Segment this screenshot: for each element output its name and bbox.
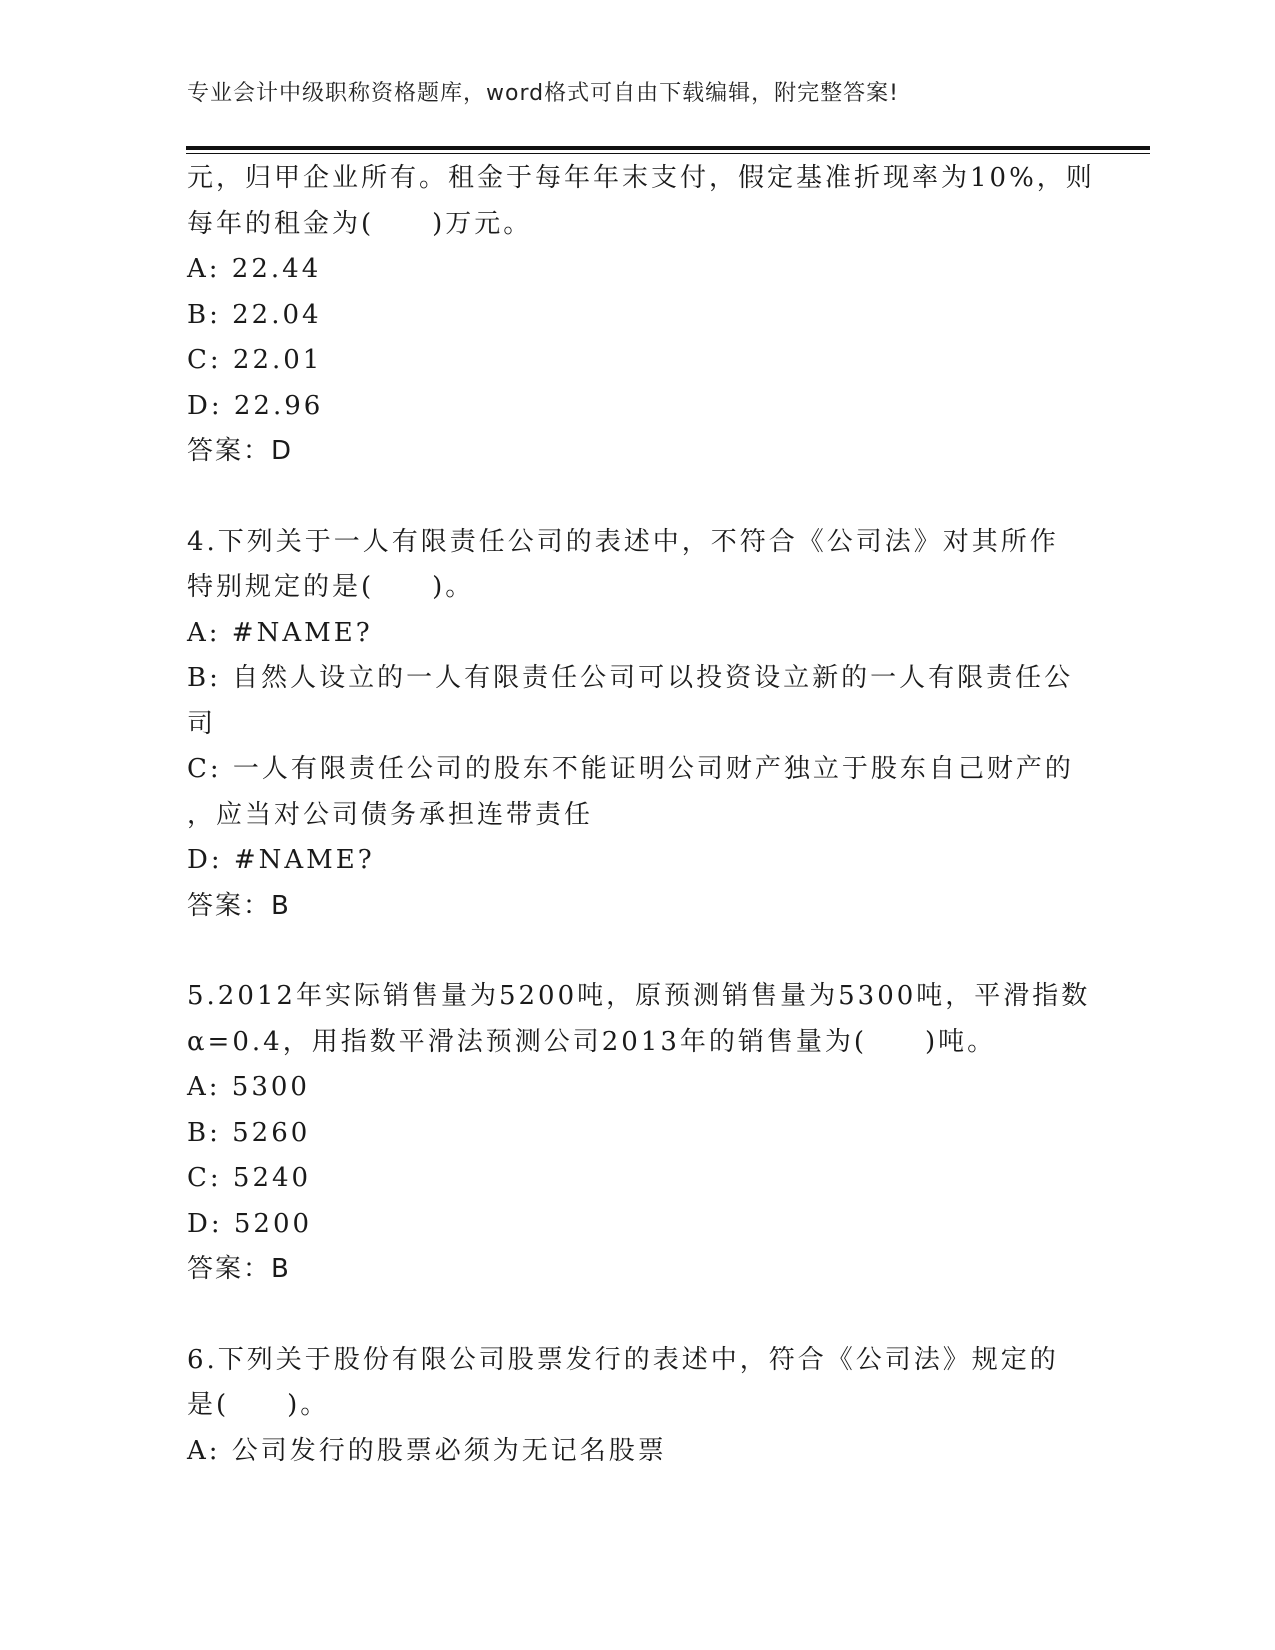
- document-body: [187, 156, 1095, 1474]
- question-4-option-c-line-1: C: 一人有限责任公司的股东不能证明公司财产独立于股东自己财产的: [187, 754, 1074, 784]
- page-header: 专业会计中级职称资格题库，word格式可自由下载编辑，附完整答案!: [187, 81, 899, 106]
- question-3-option-b: B: 22.04: [187, 299, 322, 330]
- question-3-stem-line-1: 元，归甲企业所有。租金于每年年末支付，假定基准折现率为10%，则: [187, 163, 1095, 193]
- question-5: [187, 974, 1091, 1293]
- question-6-stem-line-2: 是( )。: [187, 1390, 330, 1420]
- header-rule: [186, 146, 1150, 150]
- question-5-answer: 答案：B: [187, 1254, 291, 1284]
- question-4-option-b-line-1: B: 自然人设立的一人有限责任公司可以投资设立新的一人有限责任公: [187, 663, 1074, 693]
- question-3-option-a: A: 22.44: [187, 254, 322, 284]
- spacer: [187, 929, 1087, 974]
- question-4-stem-line-1: 4.下列关于一人有限责任公司的表述中，不符合《公司法》对其所作: [187, 526, 1059, 557]
- question-4-stem-line-2: 特别规定的是( )。: [187, 572, 475, 602]
- question-5-stem-line-1: 5.2012年实际销售量为5200吨，原预测销售量为5300吨，平滑指数: [187, 981, 1091, 1011]
- question-6: [187, 1338, 1087, 1475]
- question-5-option-d: D: 5200: [187, 1208, 313, 1239]
- question-6-stem-line-1: 6.下列关于股份有限公司股票发行的表述中，符合《公司法》规定的: [187, 1344, 1059, 1375]
- question-3-answer: 答案：D: [187, 436, 294, 466]
- spacer: [187, 1293, 1087, 1338]
- question-5-option-a: A: 5300: [187, 1072, 310, 1102]
- question-4-option-c-line-2: ，应当对公司债务承担连带责任: [187, 799, 594, 830]
- question-5-option-b: B: 5260: [187, 1117, 311, 1148]
- question-6-option-a: A: 公司发行的股票必须为无记名股票: [187, 1435, 667, 1466]
- question-4-option-a: A: #NAME?: [187, 617, 373, 648]
- question-3-stem-line-2: 每年的租金为( )万元。: [187, 208, 533, 239]
- question-3-option-c: C: 22.01: [187, 345, 323, 375]
- question-4-option-d: D: #NAME?: [187, 845, 375, 875]
- question-5-stem-line-2: α=0.4，用指数平滑法预测公司2013年的销售量为( )吨。: [187, 1026, 997, 1057]
- question-4-answer: 答案：B: [187, 890, 291, 921]
- spacer: [187, 475, 1087, 520]
- question-4: [187, 520, 1087, 930]
- question-4-option-b-line-2: 司: [187, 708, 217, 739]
- question-3: [187, 156, 1095, 475]
- question-5-option-c: C: 5240: [187, 1163, 312, 1193]
- question-3-option-d: D: 22.96: [187, 390, 324, 421]
